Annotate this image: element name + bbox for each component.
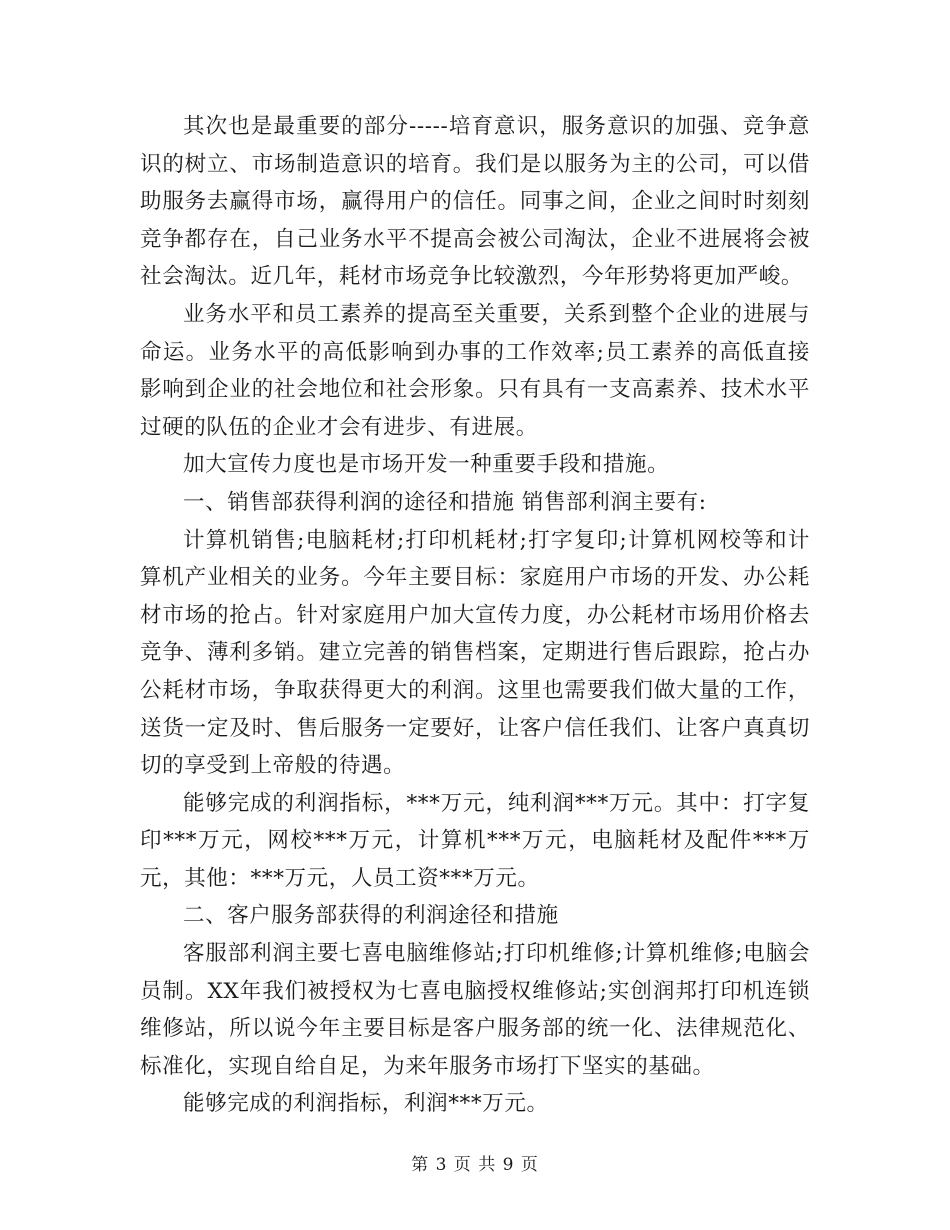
paragraph-publicity: 加大宣传力度也是市场开发一种重要手段和措施。 — [183, 452, 670, 478]
section-heading-customer-service: 二、客户服务部获得的利润途径和措施 — [183, 903, 559, 929]
paragraph-service-targets: 能够完成的利润指标，利润***万元。 — [183, 1091, 549, 1117]
paragraph-customer-service: 客服部利润主要七喜电脑维修站;打印机维修;计算机维修;电脑会员制。XX年我们被授权为七喜电脑授权维修站;实创润邦打印机连锁维修站，所以说今年主要目标是客户服务部的统一化、法律规范化、标准化，实现自给自足，为来年服务市场打下坚实的基础。 — [140, 941, 810, 1079]
document-body — [140, 108, 810, 1123]
section-heading-sales: 一、销售部获得利润的途径和措施 销售部利润主要有: — [183, 489, 707, 515]
paragraph-sales-business: 计算机销售;电脑耗材;打印机耗材;打字复印;计算机网校等和计算机产业相关的业务。今年主要目标：家庭用户市场的开发、办公耗材市场的抢占。针对家庭用户加大宣传力度，办公耗材市场用价格去竞争、薄利多销。建立完善的销售档案，定期进行售后跟踪，抢占办公耗材市场，争取获得更大的利润。这里也需要我们做大量的工作，送货一定及时、售后服务一定要好，让客户信任我们、让客户真真切切的享受到上帝般的待遇。 — [140, 527, 810, 779]
paragraph-staff-quality: 业务水平和员工素养的提高至关重要，关系到整个企业的进展与命运。业务水平的高低影响到办事的工作效率;员工素养的高低直接影响到企业的社会地位和社会形象。只有具有一支高素养、技术水平过硬的队伍的企业才会有进步、有进展。 — [140, 301, 810, 440]
page-number: 第 3 页 共 9 页 — [411, 1155, 539, 1175]
paragraph-awareness: 其次也是最重要的部分-----培育意识，服务意识的加强、竞争意识的树立、市场制造意识的培育。我们是以服务为主的公司，可以借助服务去赢得市场，赢得用户的信任。同事之间，企业之间时时刻刻竞争都存在，自己业务水平不提高会被公司淘汰，企业不进展将会被社会淘汰。近几年，耗材市场竞争比较激烈，今年形势将更加严峻。 — [140, 114, 810, 290]
paragraph-sales-targets: 能够完成的利润指标，***万元，纯利润***万元。其中：打字复印***万元，网校***万元，计算机***万元，电脑耗材及配件***万元，其他：***万元，人员工资***万元。 — [140, 790, 810, 891]
